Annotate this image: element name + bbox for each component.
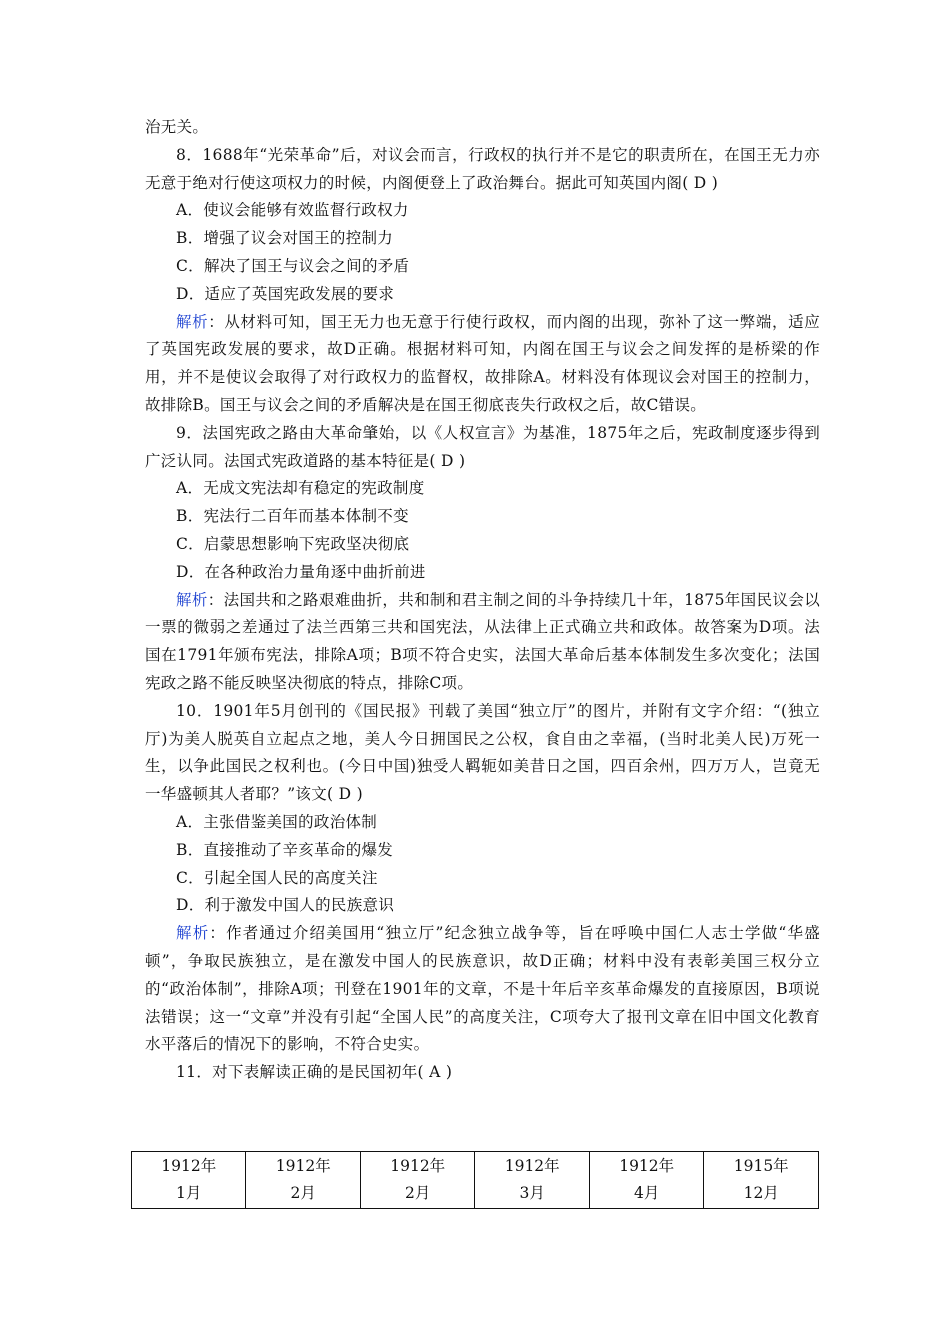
- option-d: D．在各种政治力量角逐中曲折前进: [176, 562, 426, 581]
- question-11: [145, 1059, 820, 1087]
- option-c: C．引起全国人民的高度关注: [176, 868, 378, 887]
- question-stem: 9．法国宪政之路由大革命肇始，以《人权宣言》为基准，1875年之后，宪政制度逐步得到广泛认同。法国式宪政道路的基本特征是( D ): [145, 423, 820, 470]
- analysis-paragraph: 解析：作者通过介绍美国用“独立厅”纪念独立战争等，旨在呼唤中国仁人志士学做“华盛顿”，争取民族独立，是在激发中国人的民族意识，故D正确；材料中没有表彰美国三权分立的“政治体制”，排除A项；刊登在1901年的文章，不是十年后辛亥革命爆发的直接原因，B项说法错误；这一“文章”并没有引起“全国人民”的高度关注，C项夸大了报刊文章在旧中国文化教育水平落后的情况下的影响，不符合史实。: [145, 924, 820, 1054]
- option-b: B．增强了议会对国王的控制力: [176, 229, 394, 248]
- answer-letter: D: [440, 451, 454, 470]
- analysis-label: 解析: [176, 590, 208, 609]
- question-stem: 8．1688年“光荣革命”后，对议会而言，行政权的执行并不是它的职责所在，在国王无力亦无意于绝对行使这项权力的时候，内阁便登上了政治舞台。据此可知英国内阁( D ): [145, 145, 820, 192]
- option-b: B．直接推动了辛亥革命的爆发: [176, 840, 394, 859]
- option-b: B．宪法行二百年而基本体制不变: [176, 507, 409, 526]
- option-d: D．利于激发中国人的民族意识: [176, 896, 395, 915]
- table-cell: 1912年 2月: [360, 1152, 474, 1209]
- option-c: C．解决了国王与议会之间的矛盾: [176, 256, 410, 275]
- option-a: A．无成文宪法却有稳定的宪政制度: [176, 479, 425, 498]
- option-a: A．使议会能够有效监督行政权力: [176, 201, 409, 220]
- table-cell: 1915年 12月: [704, 1152, 819, 1209]
- table-cell: 1912年 3月: [475, 1152, 589, 1209]
- answer-letter: D: [693, 173, 707, 192]
- question-10: [145, 698, 820, 1059]
- question-9: [145, 420, 820, 698]
- analysis-label: 解析: [176, 924, 210, 943]
- option-d: D．适应了英国宪政发展的要求: [176, 284, 395, 303]
- timeline-table: [131, 1151, 819, 1209]
- continuation-text: 治无关。: [145, 118, 209, 136]
- answer-letter: D: [338, 785, 352, 804]
- question-stem: 10．1901年5月创刊的《国民报》刊载了美国“独立厅”的图片，并附有文字介绍：“(独立厅)为美人脱英自立起点之地，美人今日拥国民之公权，食自由之幸福，(当时北美人民)万死一生，以争此国民之权利也。(今日中国)独受人羁轭如美昔日之国，四百余州，四万万人，岂竟无一华盛顿其人者耶？”该文( D ): [145, 701, 820, 804]
- table-cell: 1912年 4月: [589, 1152, 703, 1209]
- analysis-paragraph: 解析：从材料可知，国王无力也无意于行使行政权，而内阁的出现，弥补了这一弊端，适应了英国宪政发展的要求，故D正确。根据材料可知，内阁在国王与议会之间发挥的是桥梁的作用，并不是使议会取得了对行政权力的监督权，故排除A。材料没有体现议会对国王的控制力，故排除B。国王与议会之间的矛盾解决是在国王彻底丧失行政权之后，故C错误。: [145, 312, 820, 414]
- document-body: [145, 114, 820, 1087]
- question-8: [145, 142, 820, 420]
- analysis-paragraph: 解析：法国共和之路艰难曲折，共和制和君主制之间的斗争持续几十年，1875年国民议会以一票的微弱之差通过了法兰西第三共和国宪法，从法律上正式确立共和政体。故答案为D项。法国在1791年颁布宪法，排除A项；B项不符合史实，法国大革命后基本体制发生多次变化；法国宪政之路不能反映坚决彻底的特点，排除C项。: [145, 590, 820, 692]
- option-c: C．启蒙思想影响下宪政坚决彻底: [176, 534, 410, 553]
- table-row: [132, 1152, 819, 1209]
- answer-letter: A: [429, 1063, 441, 1082]
- option-a: A．主张借鉴美国的政治体制: [176, 812, 378, 831]
- table-cell: 1912年 2月: [246, 1152, 360, 1209]
- analysis-label: 解析: [176, 312, 209, 331]
- question-stem: 11．对下表解读正确的是民国初年( A ): [176, 1063, 453, 1082]
- table-cell: 1912年 1月: [132, 1152, 246, 1209]
